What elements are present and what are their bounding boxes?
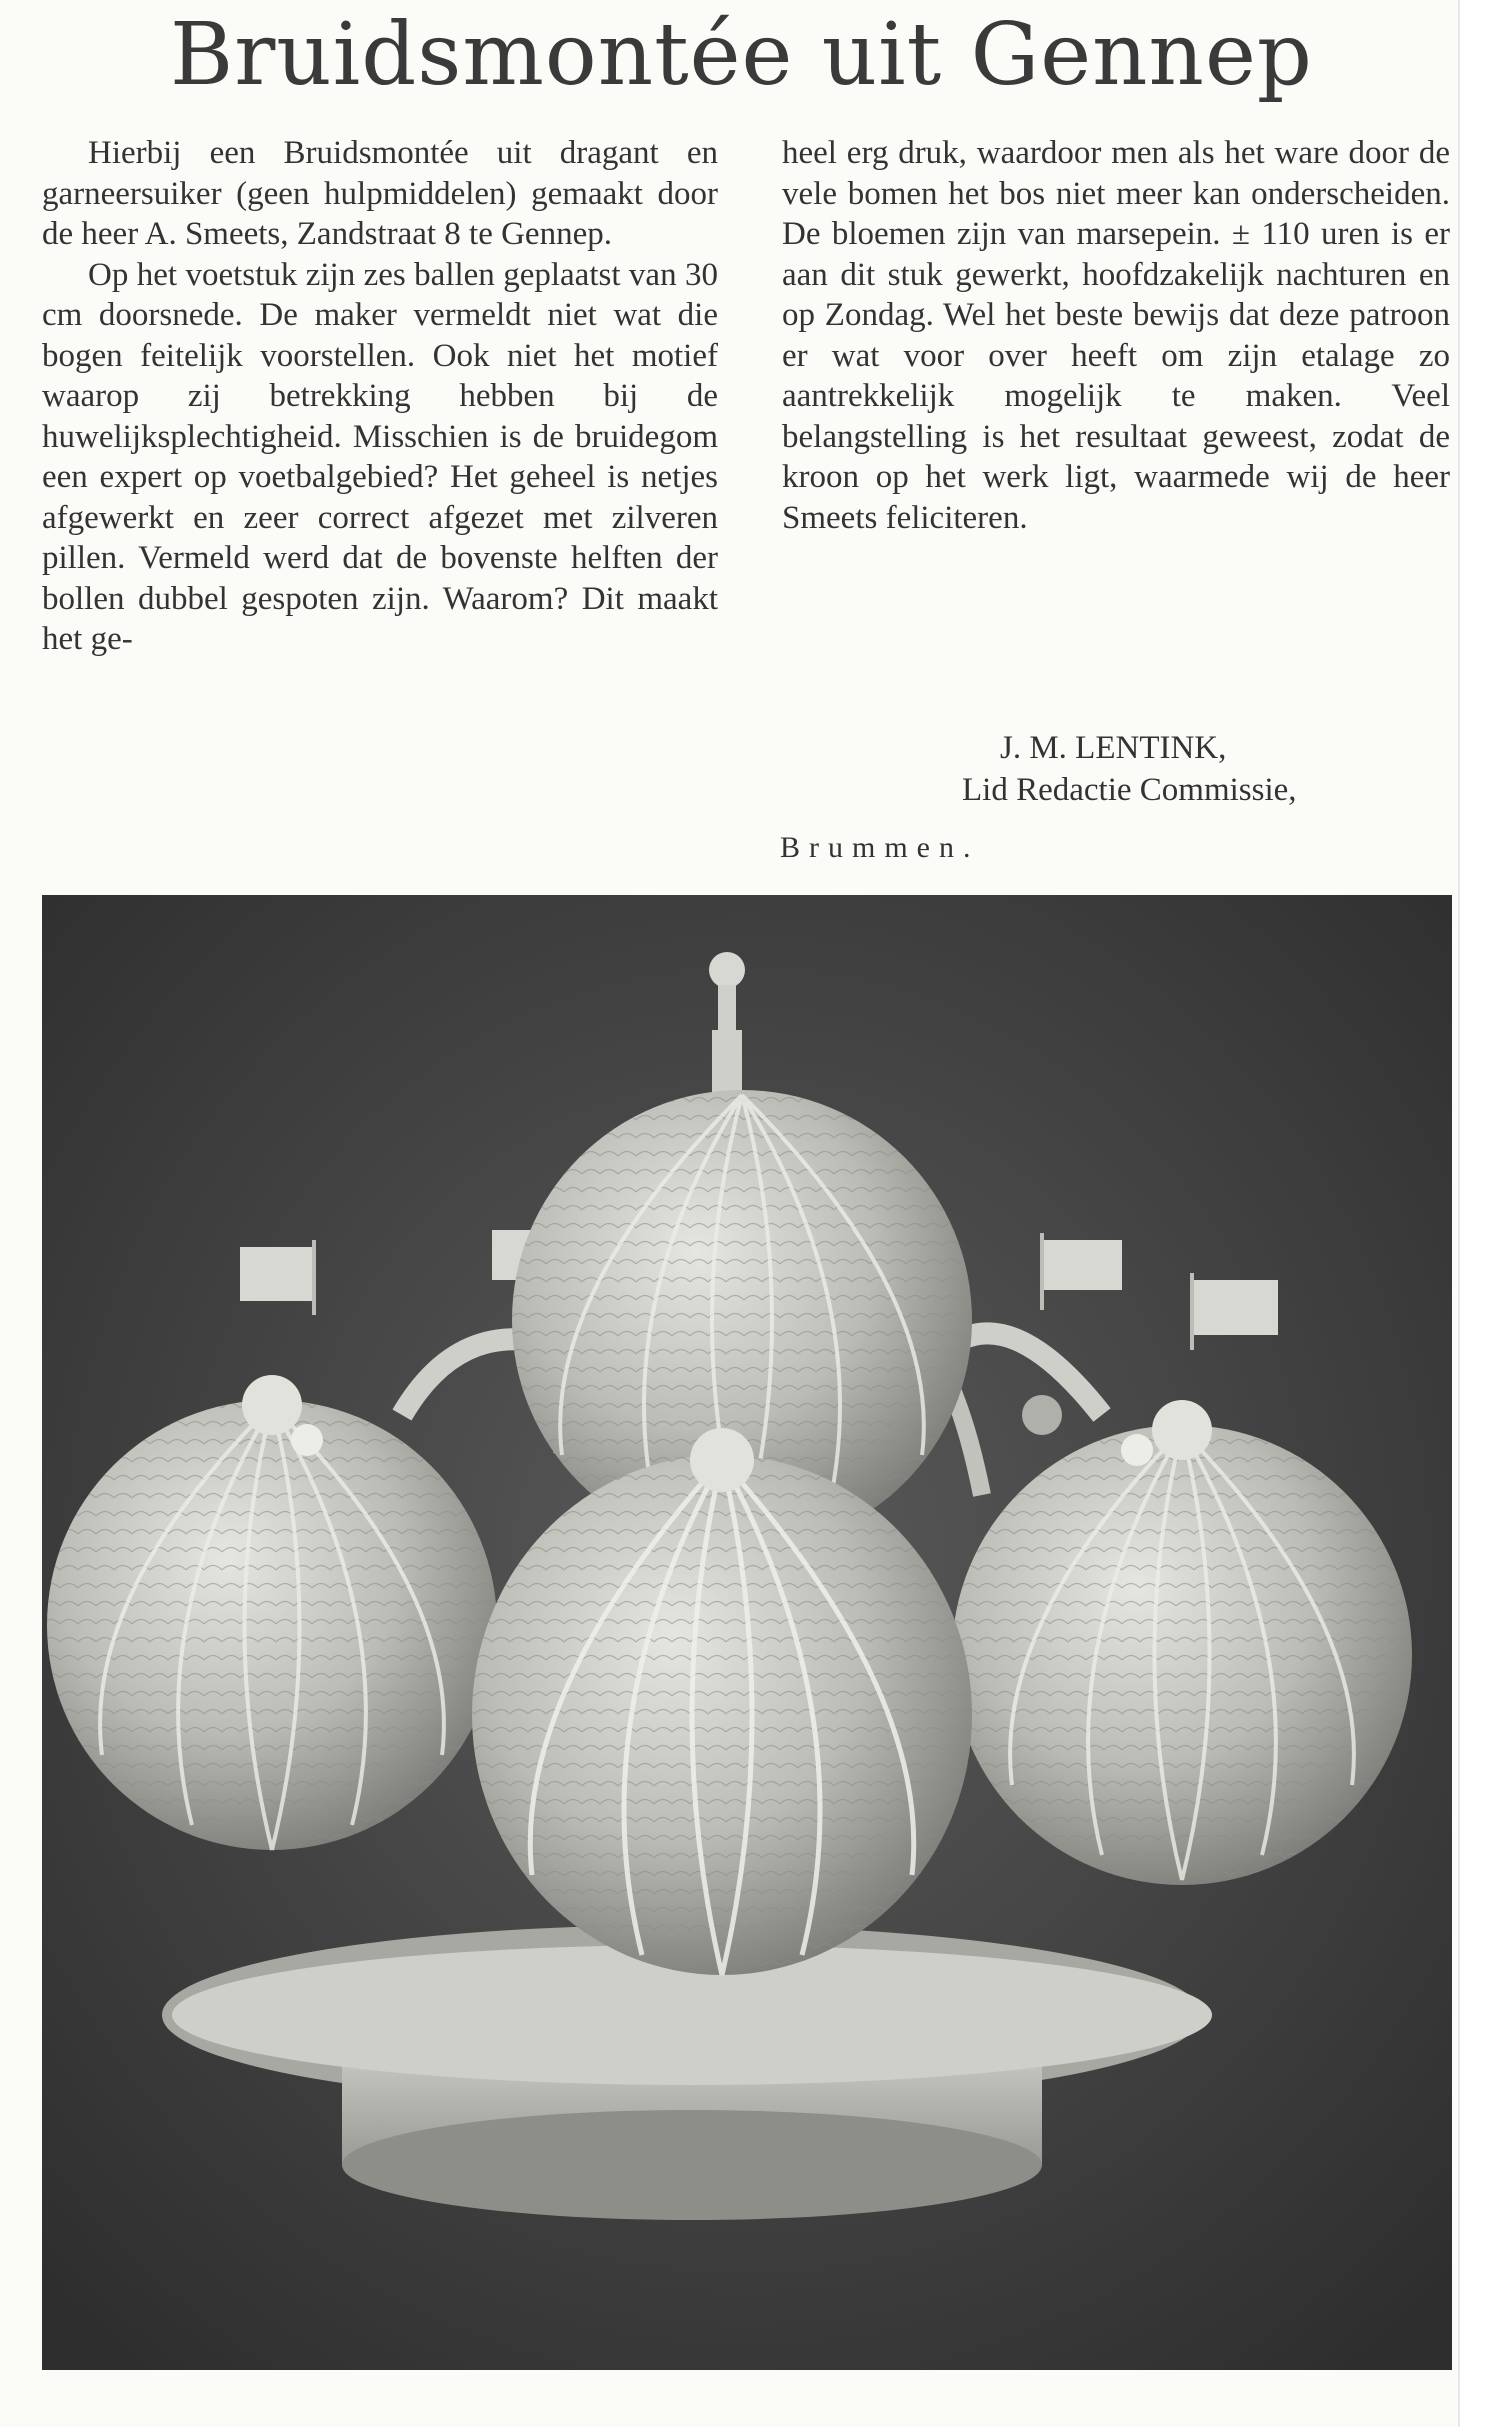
author-name: J. M. LENTINK, [1000,730,1227,766]
article-right-column [782,133,1450,538]
author-place: Brummen. [780,831,980,864]
left-paragraph-2: Op het voetstuk zijn zes ballen geplaatst van 30 cm doorsnede. De maker vermeldt niet wat die bogen feitelijk voorstellen. Ook niet het motief waarop zij betrekking hebben bij de huwelijksplechtigheid. Misschien is de bruidegom een expert op voetbalgebied? Het geheel is netjes afgewerkt en zeer correct afgezet met zilveren pillen. Vermeld werd dat de bovenste helften der bollen dubbel gespoten zijn. Waarom? Dit maakt het ge- [42,256,718,657]
article-left-column [42,133,718,660]
left-paragraph-1: Hierbij een Bruidsmontée uit dragant en garneersuiker (geen hulpmiddelen) gemaakt door de heer A. Smeets, Zandstraat 8 te Gennep. [42,135,718,252]
author-role: Lid Redactie Commissie, [962,772,1297,808]
sugar-crown-photo [42,895,1452,2370]
right-paragraph-1: heel erg druk, waardoor men als het ware door de vele bomen het bos niet meer kan onderscheiden. De bloemen zijn van marsepein. ± 110 uren is er aan dit stuk gewerkt, hoofdzakelijk nachturen en op Zondag. Wel het beste bewijs dat deze patroon er wat voor over heeft om zijn etalage zo aantrekkelijk mogelijk te maken. Veel belangstelling is het resultaat geweest, zodat de kroon op het werk ligt, waarmede wij de heer Smeets feliciteren. [782,135,1450,536]
page-margin [1458,0,1500,2427]
article-headline: Bruidsmontée uit Gennep [170,5,1313,105]
sugar-crown-illustration [42,895,1452,2370]
